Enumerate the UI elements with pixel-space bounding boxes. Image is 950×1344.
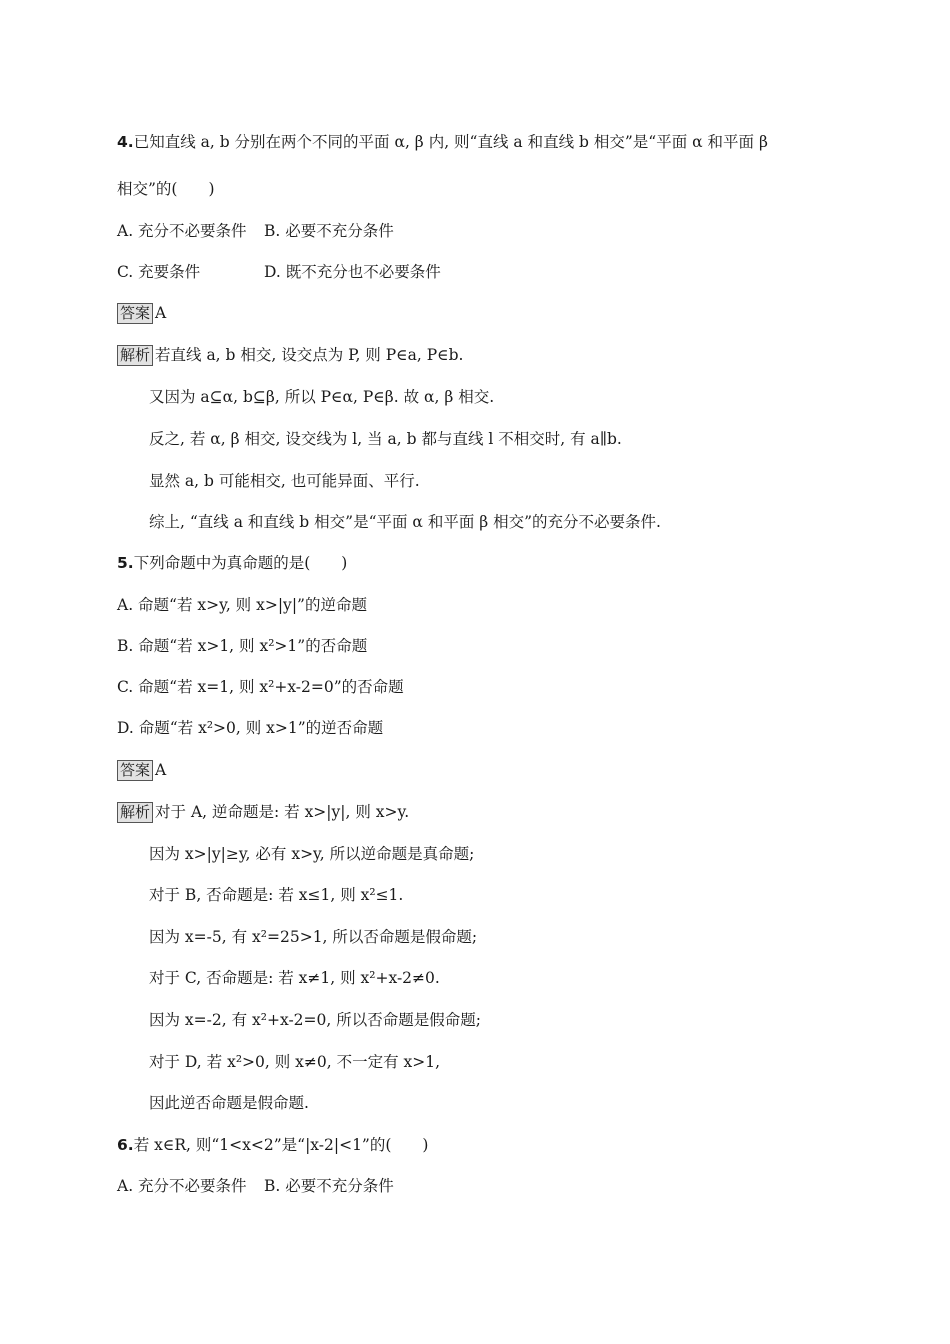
q5-analysis-text: 对于 A, 逆命题是: 若 x>|y|, 则 x>y. — [155, 803, 410, 821]
q5-analysis-line1 — [117, 801, 409, 823]
q4-stem-text: 已知直线 a, b 分别在两个不同的平面 α, β 内, 则“直线 a 和直线 b 相交”是“平面 α 和平面 β — [133, 133, 768, 151]
q5-analysis-line8: 因此逆否命题是假命题. — [149, 1094, 309, 1112]
q5-answer-line — [117, 759, 166, 781]
q5-analysis-line3: 对于 B, 否命题是: 若 x≤1, 则 x²≤1. — [149, 886, 404, 904]
q4-analysis-line4: 显然 a, b 可能相交, 也可能异面、平行. — [149, 472, 420, 490]
q4-analysis-text: 若直线 a, b 相交, 设交点为 P, 则 P∈a, P∈b. — [155, 346, 464, 364]
q5-option-c: C. 命题“若 x=1, 则 x²+x-2=0”的否命题 — [117, 678, 404, 696]
q4-number: 4. — [117, 133, 134, 151]
q5-answer: A — [155, 761, 167, 779]
q4-answer: A — [155, 304, 167, 322]
q4-stem-line2: 相交”的( ) — [117, 180, 215, 198]
q4-option-a: A. 充分不必要条件 — [117, 222, 247, 240]
q5-analysis-line2: 因为 x>|y|≥y, 必有 x>y, 所以逆命题是真命题; — [149, 845, 475, 863]
q6-stem — [117, 1134, 428, 1156]
q4-option-c: C. 充要条件 — [117, 263, 201, 281]
answer-tag: 答案 — [117, 303, 153, 324]
q5-number: 5. — [117, 554, 134, 572]
q4-analysis-line1 — [117, 344, 464, 366]
q5-analysis-line7: 对于 D, 若 x²>0, 则 x≠0, 不一定有 x>1, — [149, 1053, 441, 1071]
q6-option-a: A. 充分不必要条件 — [117, 1177, 247, 1195]
q5-stem — [117, 552, 347, 574]
analysis-tag: 解析 — [117, 802, 153, 823]
q5-option-d: D. 命题“若 x²>0, 则 x>1”的逆否命题 — [117, 719, 384, 737]
q5-option-a: A. 命题“若 x>y, 则 x>|y|”的逆命题 — [117, 596, 367, 614]
q4-option-d: D. 既不充分也不必要条件 — [264, 263, 441, 281]
q5-analysis-line5: 对于 C, 否命题是: 若 x≠1, 则 x²+x-2≠0. — [149, 969, 440, 987]
q4-option-b: B. 必要不充分条件 — [264, 222, 394, 240]
q4-answer-line — [117, 302, 166, 324]
q4-stem-line1 — [117, 131, 768, 153]
q5-analysis-line4: 因为 x=-5, 有 x²=25>1, 所以否命题是假命题; — [149, 928, 478, 946]
q6-stem-text: 若 x∈R, 则“1<x<2”是“|x-2|<1”的( ) — [133, 1136, 429, 1154]
q5-option-b: B. 命题“若 x>1, 则 x²>1”的否命题 — [117, 637, 368, 655]
q4-options-row1 — [117, 220, 247, 242]
q4-analysis-line5: 综上, “直线 a 和直线 b 相交”是“平面 α 和平面 β 相交”的充分不必要条件. — [149, 513, 661, 531]
q6-number: 6. — [117, 1136, 134, 1154]
q4-analysis-line3: 反之, 若 α, β 相交, 设交线为 l, 当 a, b 都与直线 l 不相交时, 有 a∥b. — [149, 430, 622, 448]
analysis-tag: 解析 — [117, 345, 153, 366]
q5-analysis-line6: 因为 x=-2, 有 x²+x-2=0, 所以否命题是假命题; — [149, 1011, 481, 1029]
q4-analysis-line2: 又因为 a⊆α, b⊆β, 所以 P∈α, P∈β. 故 α, β 相交. — [149, 388, 495, 406]
q5-stem-text: 下列命题中为真命题的是( ) — [133, 554, 348, 572]
q6-option-b: B. 必要不充分条件 — [264, 1177, 394, 1195]
answer-tag: 答案 — [117, 760, 153, 781]
